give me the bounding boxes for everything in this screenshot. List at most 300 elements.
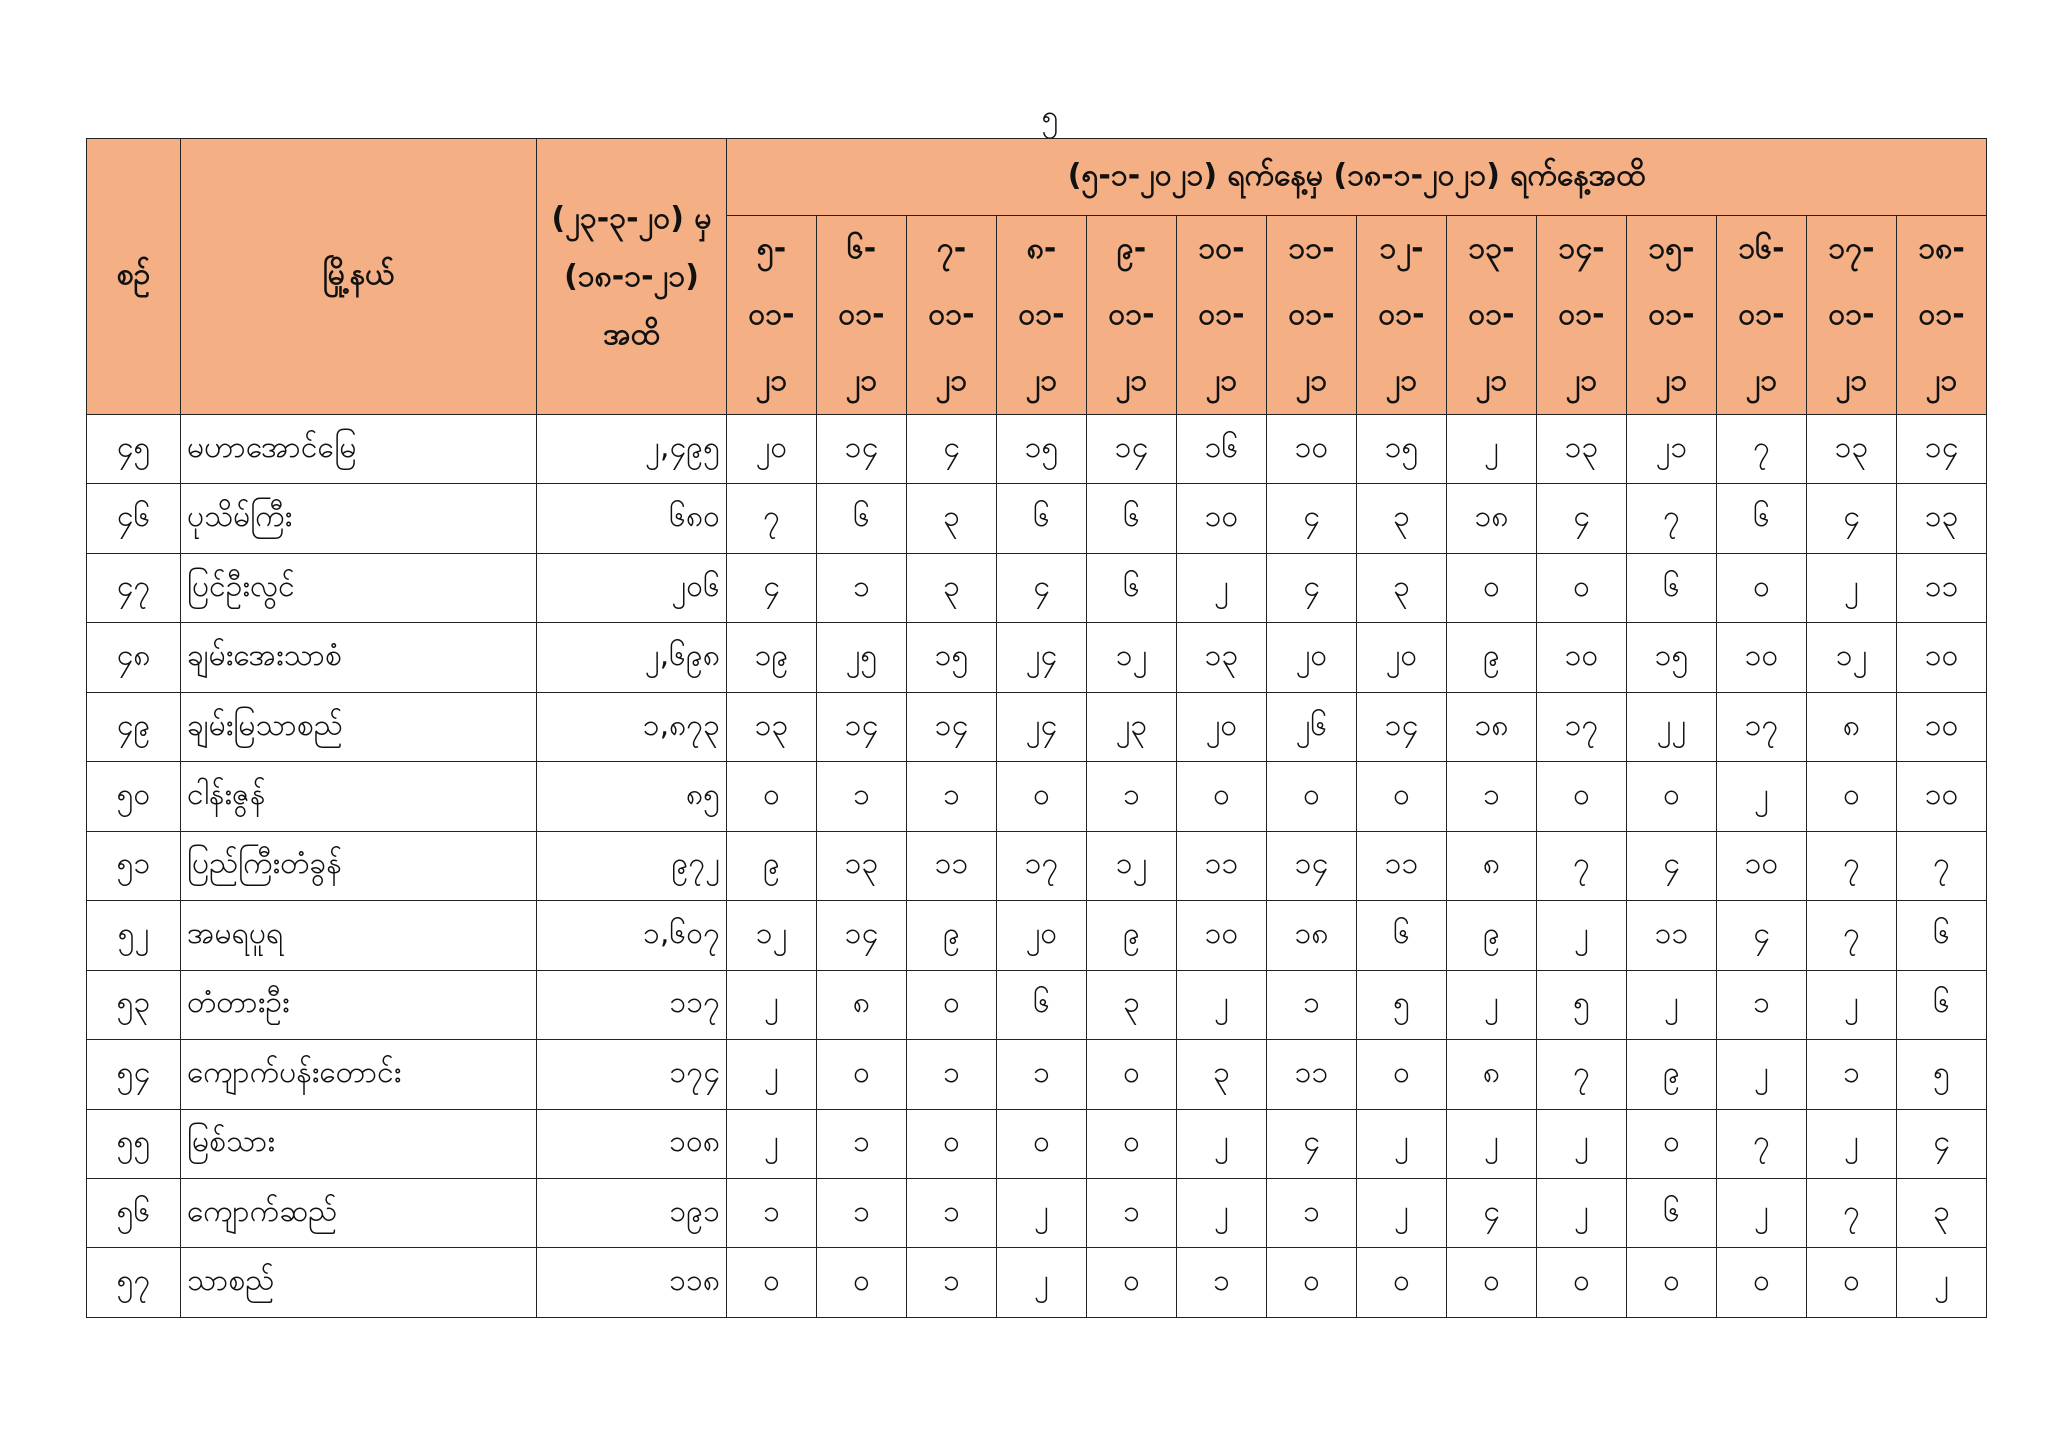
row-day-count: ၂ — [1537, 1178, 1627, 1247]
row-day-count: ၁၅ — [1627, 623, 1717, 692]
header-date-part: ၂၁ — [1835, 363, 1868, 398]
header-date-part: ၆- — [846, 231, 877, 266]
row-day-count: ၂ — [727, 1109, 817, 1178]
header-date-1 — [727, 216, 817, 415]
row-day-count: ၁၂ — [1087, 831, 1177, 900]
row-day-count: ၁၈ — [1447, 692, 1537, 761]
header-date-part: ၂၁ — [1295, 363, 1328, 398]
header-daily-group: (၅-၁-၂၀၂၁) ရက်နေ့မှ (၁၈-၁-၂၀၂၁) ရက်နေ့အထိ — [727, 139, 1987, 216]
row-township: ပြည်ကြီးတံခွန် — [181, 831, 537, 900]
row-day-count: ၁၁ — [1267, 1040, 1357, 1109]
header-date-part: ၀၁- — [1648, 297, 1695, 332]
header-date-part: ၀၁- — [1288, 297, 1335, 332]
row-day-count: ၁ — [907, 1040, 997, 1109]
row-day-count: ၀ — [1537, 1248, 1627, 1318]
row-day-count: ၆ — [997, 970, 1087, 1039]
row-day-count: ၁၁ — [1177, 831, 1267, 900]
header-row-1 — [87, 139, 1987, 216]
table-body — [87, 415, 1987, 1318]
row-day-count: ၄ — [1807, 484, 1897, 553]
row-day-count: ၀ — [907, 1109, 997, 1178]
row-sn: ၄၆ — [87, 484, 181, 553]
row-day-count: ၂ — [1177, 553, 1267, 622]
row-day-count: ၄ — [1447, 1178, 1537, 1247]
row-day-count: ၁၀ — [1897, 623, 1987, 692]
row-day-count: ၀ — [1537, 762, 1627, 831]
row-day-count: ၀ — [1717, 1248, 1807, 1318]
row-day-count: ၆ — [997, 484, 1087, 553]
header-date-13 — [1807, 216, 1897, 415]
row-day-count: ၄ — [1537, 484, 1627, 553]
row-day-count: ၁၄ — [1897, 415, 1987, 484]
header-date-part: ၀၁- — [838, 297, 885, 332]
header-date-part: ၅- — [756, 231, 787, 266]
table-row — [87, 1040, 1987, 1109]
table-row — [87, 1109, 1987, 1178]
header-date-part: ၀၁- — [1378, 297, 1425, 332]
row-day-count: ၇ — [1717, 1109, 1807, 1178]
header-date-6 — [1177, 216, 1267, 415]
row-day-count: ၁ — [997, 1040, 1087, 1109]
row-day-count: ၂၃ — [1087, 692, 1177, 761]
row-day-count: ၂ — [1807, 970, 1897, 1039]
row-day-count: ၁၃ — [1537, 415, 1627, 484]
header-date-part: ၁၀- — [1198, 231, 1245, 266]
header-date-14 — [1897, 216, 1987, 415]
row-sn: ၄၅ — [87, 415, 181, 484]
row-day-count: ၁၈ — [1447, 484, 1537, 553]
table-row — [87, 762, 1987, 831]
row-township: ငါန်းဇွန် — [181, 762, 537, 831]
row-day-count: ၁၅ — [997, 415, 1087, 484]
header-date-part: ၂၁ — [1565, 363, 1598, 398]
row-day-count: ၁ — [817, 553, 907, 622]
header-date-part: ၂၁ — [1475, 363, 1508, 398]
row-day-count: ၁၃ — [1807, 415, 1897, 484]
row-sn: ၅၂ — [87, 901, 181, 970]
row-day-count: ၃ — [1357, 484, 1447, 553]
row-day-count: ၆ — [1087, 484, 1177, 553]
row-township: ကျောက်ပန်းတောင်း — [181, 1040, 537, 1109]
row-day-count: ၁ — [817, 1109, 907, 1178]
row-day-count: ၁၃ — [1897, 484, 1987, 553]
row-township: ပြင်ဦးလွင် — [181, 553, 537, 622]
row-township: မြစ်သား — [181, 1109, 537, 1178]
row-day-count: ၇ — [727, 484, 817, 553]
row-day-count: ၆ — [1717, 484, 1807, 553]
row-day-count: ၀ — [1627, 1248, 1717, 1318]
header-date-part: ၀၁- — [1108, 297, 1155, 332]
row-day-count: ၂ — [1177, 1109, 1267, 1178]
row-day-count: ၄ — [1717, 901, 1807, 970]
row-day-count: ၉ — [907, 901, 997, 970]
row-day-count: ၂ — [1177, 1178, 1267, 1247]
row-day-count: ၀ — [1447, 1248, 1537, 1318]
row-day-count: ၁၂ — [1087, 623, 1177, 692]
row-cumulative-total: ၉၇၂ — [537, 831, 727, 900]
header-date-part: ၂၁ — [1205, 363, 1238, 398]
table-row — [87, 901, 1987, 970]
row-day-count: ၀ — [727, 762, 817, 831]
row-day-count: ၂ — [1717, 1178, 1807, 1247]
header-date-9 — [1447, 216, 1537, 415]
row-day-count: ၆ — [1087, 553, 1177, 622]
row-day-count: ၂ — [1177, 970, 1267, 1039]
header-date-part: ၇- — [936, 231, 967, 266]
table-row — [87, 1178, 1987, 1247]
row-day-count: ၉ — [1627, 1040, 1717, 1109]
row-sn: ၅၀ — [87, 762, 181, 831]
row-sn: ၅၄ — [87, 1040, 181, 1109]
row-day-count: ၂ — [997, 1248, 1087, 1318]
row-day-count: ၂ — [1447, 970, 1537, 1039]
row-day-count: ၇ — [1537, 1040, 1627, 1109]
page-number: ၅ — [1041, 99, 1059, 134]
header-date-part: ၁၅- — [1648, 231, 1695, 266]
row-day-count: ၂၆ — [1267, 692, 1357, 761]
row-day-count: ၁ — [1807, 1040, 1897, 1109]
header-date-part: ၂၁ — [935, 363, 968, 398]
header-date-part: ၂၁ — [1115, 363, 1148, 398]
row-cumulative-total: ၂,၆၉၈ — [537, 623, 727, 692]
row-cumulative-total: ၁၇၄ — [537, 1040, 727, 1109]
table-row — [87, 553, 1987, 622]
header-date-part: ၂၁ — [755, 363, 788, 398]
row-day-count: ၂၄ — [997, 692, 1087, 761]
row-day-count: ၃ — [1897, 1178, 1987, 1247]
header-date-10 — [1537, 216, 1627, 415]
row-day-count: ၀ — [1627, 762, 1717, 831]
row-day-count: ၁၂ — [727, 901, 817, 970]
header-date-part: ၀၁- — [1018, 297, 1065, 332]
row-day-count: ၄ — [1897, 1109, 1987, 1178]
row-day-count: ၄ — [1267, 1109, 1357, 1178]
header-cumulative-line-1: (၂၃-၃-၂၀) မှ — [551, 200, 712, 236]
row-cumulative-total: ၂,၄၉၅ — [537, 415, 727, 484]
row-township: အမရပူရ — [181, 901, 537, 970]
row-day-count: ၁ — [1447, 762, 1537, 831]
row-day-count: ၁၁ — [907, 831, 997, 900]
row-day-count: ၀ — [1717, 553, 1807, 622]
row-day-count: ၃ — [907, 484, 997, 553]
row-day-count: ၁၁ — [1357, 831, 1447, 900]
header-date-part: ၂၁ — [845, 363, 878, 398]
row-sn: ၅၁ — [87, 831, 181, 900]
row-day-count: ၂ — [1717, 1040, 1807, 1109]
header-date-part: ၀၁- — [748, 297, 795, 332]
row-day-count: ၄ — [727, 553, 817, 622]
row-day-count: ၁ — [907, 762, 997, 831]
row-day-count: ၈ — [817, 970, 907, 1039]
row-day-count: ၀ — [1807, 1248, 1897, 1318]
header-date-part: ၁၃- — [1468, 231, 1515, 266]
row-day-count: ၂ — [727, 970, 817, 1039]
row-day-count: ၂၀ — [1357, 623, 1447, 692]
row-day-count: ၈ — [1447, 1040, 1537, 1109]
table-row — [87, 415, 1987, 484]
row-day-count: ၀ — [1447, 553, 1537, 622]
row-day-count: ၁၀ — [1177, 484, 1267, 553]
row-day-count: ၁၇ — [1537, 692, 1627, 761]
row-cumulative-total: ၈၅ — [537, 762, 727, 831]
row-day-count: ၂၀ — [727, 415, 817, 484]
row-day-count: ၁၈ — [1267, 901, 1357, 970]
row-day-count: ၁ — [817, 1178, 907, 1247]
row-day-count: ၉ — [727, 831, 817, 900]
header-date-part: ၁၈- — [1918, 231, 1965, 266]
header-date-part: ၀၁- — [1828, 297, 1875, 332]
table-row — [87, 831, 1987, 900]
row-day-count: ၁၀ — [1717, 623, 1807, 692]
row-cumulative-total: ၁,၈၇၃ — [537, 692, 727, 761]
row-day-count: ၀ — [997, 1109, 1087, 1178]
row-day-count: ၄ — [997, 553, 1087, 622]
header-date-part: ၀၁- — [1468, 297, 1515, 332]
row-day-count: ၂ — [727, 1040, 817, 1109]
row-day-count: ၀ — [817, 1040, 907, 1109]
header-date-4 — [997, 216, 1087, 415]
row-day-count: ၄ — [1267, 484, 1357, 553]
row-day-count: ၈ — [1447, 831, 1537, 900]
row-day-count: ၃ — [1177, 1040, 1267, 1109]
header-date-part: ၁၆- — [1738, 231, 1785, 266]
row-day-count: ၉ — [1087, 901, 1177, 970]
row-cumulative-total: ၆၈၀ — [537, 484, 727, 553]
row-day-count: ၂၅ — [817, 623, 907, 692]
row-township: ချမ်းအေးသာစံ — [181, 623, 537, 692]
row-day-count: ၁၇ — [997, 831, 1087, 900]
row-day-count: ၉ — [1447, 901, 1537, 970]
row-day-count: ၆ — [1897, 970, 1987, 1039]
row-day-count: ၁ — [1177, 1248, 1267, 1318]
row-day-count: ၀ — [1807, 762, 1897, 831]
row-day-count: ၇ — [1807, 901, 1897, 970]
row-day-count: ၁၂ — [1807, 623, 1897, 692]
row-day-count: ၇ — [1807, 831, 1897, 900]
row-day-count: ၃ — [1357, 553, 1447, 622]
row-day-count: ၀ — [817, 1248, 907, 1318]
row-township: ချမ်းမြသာစည် — [181, 692, 537, 761]
row-day-count: ၇ — [1717, 415, 1807, 484]
row-sn: ၄၉ — [87, 692, 181, 761]
row-day-count: ၂၂ — [1627, 692, 1717, 761]
header-date-3 — [907, 216, 997, 415]
row-day-count: ၂၁ — [1627, 415, 1717, 484]
header-date-part: ၁၁- — [1288, 231, 1335, 266]
row-day-count: ၁၁ — [1897, 553, 1987, 622]
row-day-count: ၀ — [1267, 1248, 1357, 1318]
header-cumulative-line-2: (၁၈-၁-၂၁) — [564, 258, 699, 294]
header-date-part: ၁၄- — [1558, 231, 1605, 266]
township-cases-table — [86, 138, 1987, 1318]
row-township: တံတားဦး — [181, 970, 537, 1039]
row-day-count: ၁ — [727, 1178, 817, 1247]
row-day-count: ၃ — [907, 553, 997, 622]
row-day-count: ၀ — [1357, 1040, 1447, 1109]
row-day-count: ၀ — [1087, 1248, 1177, 1318]
row-day-count: ၇ — [1897, 831, 1987, 900]
row-day-count: ၀ — [997, 762, 1087, 831]
row-day-count: ၁၇ — [1717, 692, 1807, 761]
row-cumulative-total: ၁၁၇ — [537, 970, 727, 1039]
row-township: သာစည် — [181, 1248, 537, 1318]
row-day-count: ၃ — [1087, 970, 1177, 1039]
row-sn: ၄၈ — [87, 623, 181, 692]
table-row — [87, 1248, 1987, 1318]
row-day-count: ၁ — [907, 1248, 997, 1318]
row-day-count: ၀ — [1537, 553, 1627, 622]
row-day-count: ၀ — [1267, 762, 1357, 831]
row-day-count: ၁၀ — [1897, 762, 1987, 831]
row-day-count: ၅ — [1357, 970, 1447, 1039]
row-day-count: ၂ — [1357, 1178, 1447, 1247]
row-day-count: ၁၄ — [1267, 831, 1357, 900]
row-day-count: ၁၄ — [817, 415, 907, 484]
row-day-count: ၀ — [1627, 1109, 1717, 1178]
row-day-count: ၁ — [1267, 970, 1357, 1039]
row-day-count: ၂၀ — [1267, 623, 1357, 692]
row-sn: ၅၇ — [87, 1248, 181, 1318]
row-day-count: ၂၀ — [997, 901, 1087, 970]
row-day-count: ၁၅ — [1357, 415, 1447, 484]
header-township: မြို့နယ် — [181, 139, 537, 415]
header-date-2 — [817, 216, 907, 415]
header-date-8 — [1357, 216, 1447, 415]
row-day-count: ၇ — [1627, 484, 1717, 553]
row-day-count: ၁၄ — [1357, 692, 1447, 761]
header-date-part: ၂၁ — [1925, 363, 1958, 398]
row-day-count: ၇ — [1537, 831, 1627, 900]
row-day-count: ၁ — [907, 1178, 997, 1247]
row-day-count: ၀ — [1087, 1109, 1177, 1178]
row-day-count: ၆ — [1627, 553, 1717, 622]
row-day-count: ၁ — [1717, 970, 1807, 1039]
row-day-count: ၈ — [1807, 692, 1897, 761]
header-date-part: ၀၁- — [1918, 297, 1965, 332]
row-day-count: ၁၀ — [1537, 623, 1627, 692]
row-day-count: ၀ — [727, 1248, 817, 1318]
row-sn: ၄၇ — [87, 553, 181, 622]
row-day-count: ၄ — [907, 415, 997, 484]
row-day-count: ၁၄ — [817, 901, 907, 970]
header-cumulative — [537, 139, 727, 415]
row-day-count: ၁၃ — [1177, 623, 1267, 692]
row-day-count: ၁၀ — [1267, 415, 1357, 484]
row-day-count: ၂ — [1717, 762, 1807, 831]
header-cumulative-line-3: အထိ — [603, 316, 660, 352]
row-cumulative-total: ၁၉၁ — [537, 1178, 727, 1247]
row-day-count: ၂ — [1537, 901, 1627, 970]
row-day-count: ၉ — [1447, 623, 1537, 692]
header-date-12 — [1717, 216, 1807, 415]
row-day-count: ၁၃ — [817, 831, 907, 900]
header-date-part: ၀၁- — [1738, 297, 1785, 332]
row-day-count: ၂ — [1897, 1248, 1987, 1318]
row-day-count: ၆ — [1357, 901, 1447, 970]
row-day-count: ၂၀ — [1177, 692, 1267, 761]
row-day-count: ၁၄ — [907, 692, 997, 761]
row-day-count: ၁၅ — [907, 623, 997, 692]
row-day-count: ၂ — [1807, 553, 1897, 622]
row-township: မဟာအောင်မြေ — [181, 415, 537, 484]
header-sn: စဉ် — [87, 139, 181, 415]
row-township: ပုသိမ်ကြီး — [181, 484, 537, 553]
row-day-count: ၀ — [1357, 762, 1447, 831]
header-date-part: ၀၁- — [1558, 297, 1605, 332]
row-day-count: ၄ — [1627, 831, 1717, 900]
row-day-count: ၄ — [1267, 553, 1357, 622]
row-day-count: ၁၉ — [727, 623, 817, 692]
row-day-count: ၁၄ — [817, 692, 907, 761]
table-row — [87, 692, 1987, 761]
row-day-count: ၀ — [907, 970, 997, 1039]
row-day-count: ၆ — [817, 484, 907, 553]
row-day-count: ၂ — [1627, 970, 1717, 1039]
row-day-count: ၁ — [1267, 1178, 1357, 1247]
header-date-part: ၉- — [1116, 231, 1147, 266]
row-day-count: ၀ — [1357, 1248, 1447, 1318]
table-row — [87, 484, 1987, 553]
header-date-part: ၂၁ — [1385, 363, 1418, 398]
row-township: ကျောက်ဆည် — [181, 1178, 537, 1247]
header-date-7 — [1267, 216, 1357, 415]
row-day-count: ၁၀ — [1177, 901, 1267, 970]
row-day-count: ၁၄ — [1087, 415, 1177, 484]
header-date-part: ၈- — [1026, 231, 1057, 266]
row-day-count: ၁၃ — [727, 692, 817, 761]
row-day-count: ၂ — [997, 1178, 1087, 1247]
header-date-5 — [1087, 216, 1177, 415]
row-day-count: ၆ — [1627, 1178, 1717, 1247]
row-day-count: ၆ — [1897, 901, 1987, 970]
header-date-part: ၁၂- — [1379, 231, 1424, 266]
header-date-part: ၀၁- — [928, 297, 975, 332]
row-cumulative-total: ၁,၆၀၇ — [537, 901, 727, 970]
row-day-count: ၁ — [1087, 762, 1177, 831]
row-day-count: ၁၀ — [1717, 831, 1807, 900]
row-sn: ၅၃ — [87, 970, 181, 1039]
row-cumulative-total: ၁၁၈ — [537, 1248, 727, 1318]
row-day-count: ၂ — [1447, 1109, 1537, 1178]
header-date-part: ၂၁ — [1025, 363, 1058, 398]
header-date-part: ၁၇- — [1828, 231, 1875, 266]
header-date-part: ၂၁ — [1745, 363, 1778, 398]
row-cumulative-total: ၁၀၈ — [537, 1109, 727, 1178]
table-row — [87, 970, 1987, 1039]
row-day-count: ၇ — [1807, 1178, 1897, 1247]
row-day-count: ၅ — [1537, 970, 1627, 1039]
header-date-part: ၀၁- — [1198, 297, 1245, 332]
row-sn: ၅၅ — [87, 1109, 181, 1178]
table-row — [87, 623, 1987, 692]
row-sn: ၅၆ — [87, 1178, 181, 1247]
row-day-count: ၁ — [817, 762, 907, 831]
row-day-count: ၁၀ — [1897, 692, 1987, 761]
row-day-count: ၁၆ — [1177, 415, 1267, 484]
header-date-part: ၂၁ — [1655, 363, 1688, 398]
row-day-count: ၂ — [1807, 1109, 1897, 1178]
row-day-count: ၂ — [1447, 415, 1537, 484]
row-day-count: ၀ — [1177, 762, 1267, 831]
row-day-count: ၅ — [1897, 1040, 1987, 1109]
row-cumulative-total: ၂၀၆ — [537, 553, 727, 622]
row-day-count: ၁ — [1087, 1178, 1177, 1247]
row-day-count: ၂ — [1357, 1109, 1447, 1178]
row-day-count: ၂၄ — [997, 623, 1087, 692]
header-date-11 — [1627, 216, 1717, 415]
row-day-count: ၂ — [1537, 1109, 1627, 1178]
row-day-count: ၀ — [1087, 1040, 1177, 1109]
